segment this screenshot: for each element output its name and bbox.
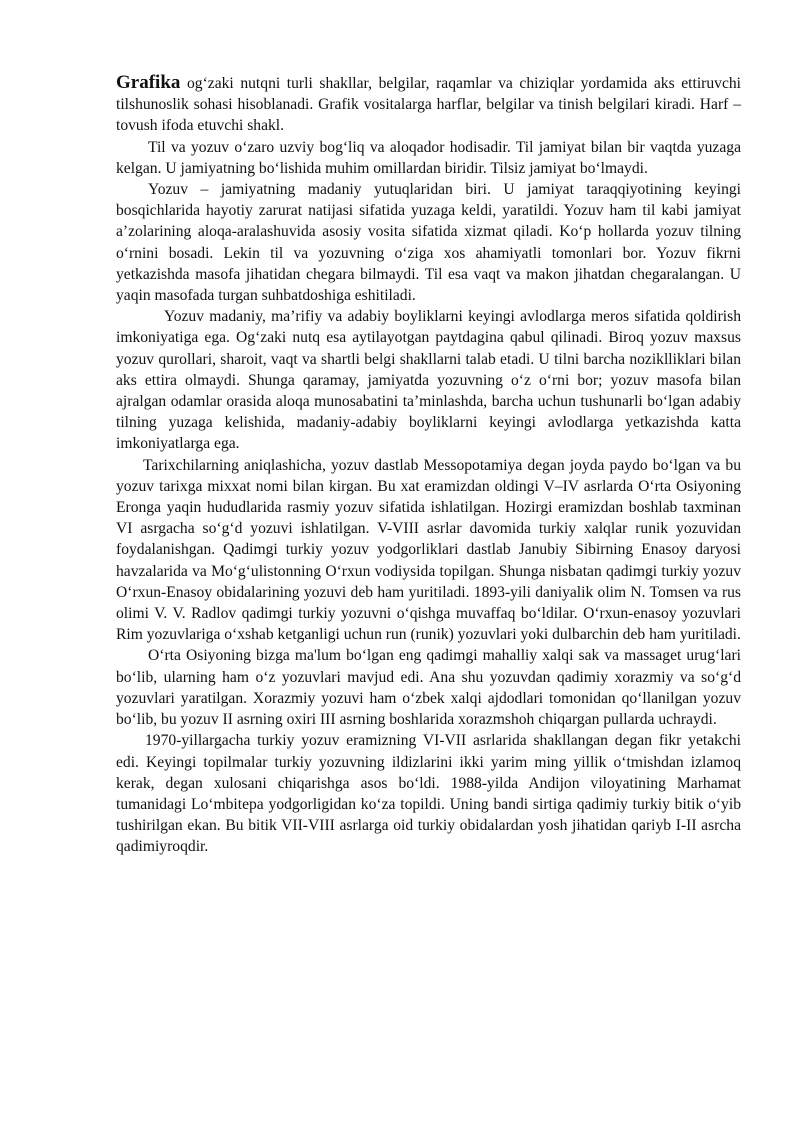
document-body [116, 72, 741, 858]
paragraph-central-asia: O‘rta Osiyoning bizga ma'lum bo‘lgan eng qadimgi mahalliy xalqi sak va massaget urug‘lari bo‘lib, ularning ham o‘z yozuvlari mavjud edi. Ana shu yozuvdan qadimiy xorazmiy va so‘g‘d yozuvlari yaratilgan. Xorazmiy yozuvi ham o‘zbek xalqi ajdodlari tomonidan qo‘llanilgan yozuv bo‘lib, bu yozuv II asrning oxiri III asrning boshlarida xorazmshoh chiqargan pullarda uchraydi. [116, 647, 741, 729]
paragraph-writing-heritage: Yozuv madaniy, ma’rifiy va adabiy boyliklarni keyingi avlodlarga meros sifatida qoldirish imkoniyatiga ega. Og‘zaki nutq esa aytilayotgan paytdagina qabul qilinadi. Biroq yozuv maxsus yozuv qurollari, sharoit, vaqt va shartli belgi shakllarni talab etadi. U tilni barcha noziklliklari bilan aks ettira olmaydi. Shunga qaramay, jamiyatda yozuvning o‘z o‘rni bor; yozuv masofa bilan ajralgan odamlar orasida aloqa munosabatini ta’minlashda, barcha uchun tushunarli bo‘lgan adabiy tilning yuzaga kelishida, madaniy-adabiy boyliklarni keyingi avlodlarga yetkazishda katta imkoniyatlarga ega. [116, 308, 741, 453]
paragraph-writing-achievement: Yozuv – jamiyatning madaniy yutuqlaridan biri. U jamiyat taraqqiyotining keyingi bosqichlarida hayotiy zarurat natijasi sifatida yuzaga keldi, yaratildi. Yozuv ham til kabi jamiyat a’zolarining aloqa-aralashuvida asosiy vosita sifatida xizmat qiladi. Ko‘p hollarda yozuv tilning o‘rnini bosadi. Lekin til va yozuvning o‘ziga xos ahamiyatli tomonlari bor. Yozuv fikrni yetkazishda masofa jihatidan chegara bilmaydi. Til esa vaqt va makon jihatdan chegaralangan. U yaqin masofada turgan suhbatdoshiga eshitiladi. [116, 181, 741, 305]
paragraph-intro-text: og‘zaki nutqni turli shakllar, belgilar, raqamlar va chiziqlar yordamida aks ettiruvchi tilshunoslik sohasi hisoblanadi. Grafik vositalarga harflar, belgilar va tinish belgilari kiradi. Harf – tovush ifoda etuvchi shakl. [116, 75, 741, 135]
paragraph-writing-history: Tarixchilarning aniqlashicha, yozuv dastlab Messopotamiya degan joyda paydo bo‘lgan va bu yozuv tarixga mixxat nomi bilan kirgan. Bu xat eramizdan oldingi V–IV asrlarda O‘rta Osiyoning Eronga yaqin hududlarida rasmiy yozuv sifatida ishlatilgan. Hozirgi eramizdan boshlab taxminan VI asrgacha so‘g‘d yozuvi ishlatilgan. V-VIII asrlar davomida turkiy xalqlar runik yozuvidan foydalanishgan. Qadimgi turkiy yozuv yodgorliklari dastlab Janubiy Sibirning Enasoy daryosi havzalarida va Mo‘g‘ulistonning O‘rxun vodiysida topilgan. Shunga nisbatan qadimgi turkiy yozuv O‘rxun-Enasoy obidalarining yozuvi deb ham yuritiladi. 1893-yili daniyalik olim N. Tomsen va rus olimi V. V. Radlov qadimgi turkiy yozuvni o‘qishga muvaffaq bo‘ldilar. O‘rxun-enasoy yozuvlari Rim yozuvlariga o‘xshab ketganligi uchun run (runik) yozuvlari yoki dulbarchin deb ham yuritiladi. [116, 456, 741, 644]
paragraph-language-and-writing: Til va yozuv o‘zaro uzviy bog‘liq va aloqador hodisadir. Til jamiyat bilan bir vaqtda yuzaga kelgan. U jamiyatning bo‘lishida muhim omillardan biridir. Tilsiz jamiyat bo‘lmaydi. [116, 138, 741, 177]
paragraph-turkic-script: 1970-yillargacha turkiy yozuv eramizning VI-VII asrlarida shakllangan degan fikr yetakchi edi. Keyingi topilmalar turkiy yozuvning ildizlarini ikki yarim ming yillik o‘tmishdan izlamoq kerak, degan xulosani chiqarishga asos bo‘ldi. 1988-yilda Andijon viloyatining Marhamat tumanidagi Lo‘mbitepa yodgorligidan ko‘za topildi. Uning bandi sirtiga qadimiy turkiy bitik o‘yib tushirilgan ekan. Bu bitik VII-VIII asrlarga oid turkiy obidalardan yosh jihatidan qariyb I-II asrcha qadimiyroqdir. [116, 732, 741, 856]
lead-term: Grafika [116, 72, 181, 93]
paragraph-intro [116, 72, 741, 137]
